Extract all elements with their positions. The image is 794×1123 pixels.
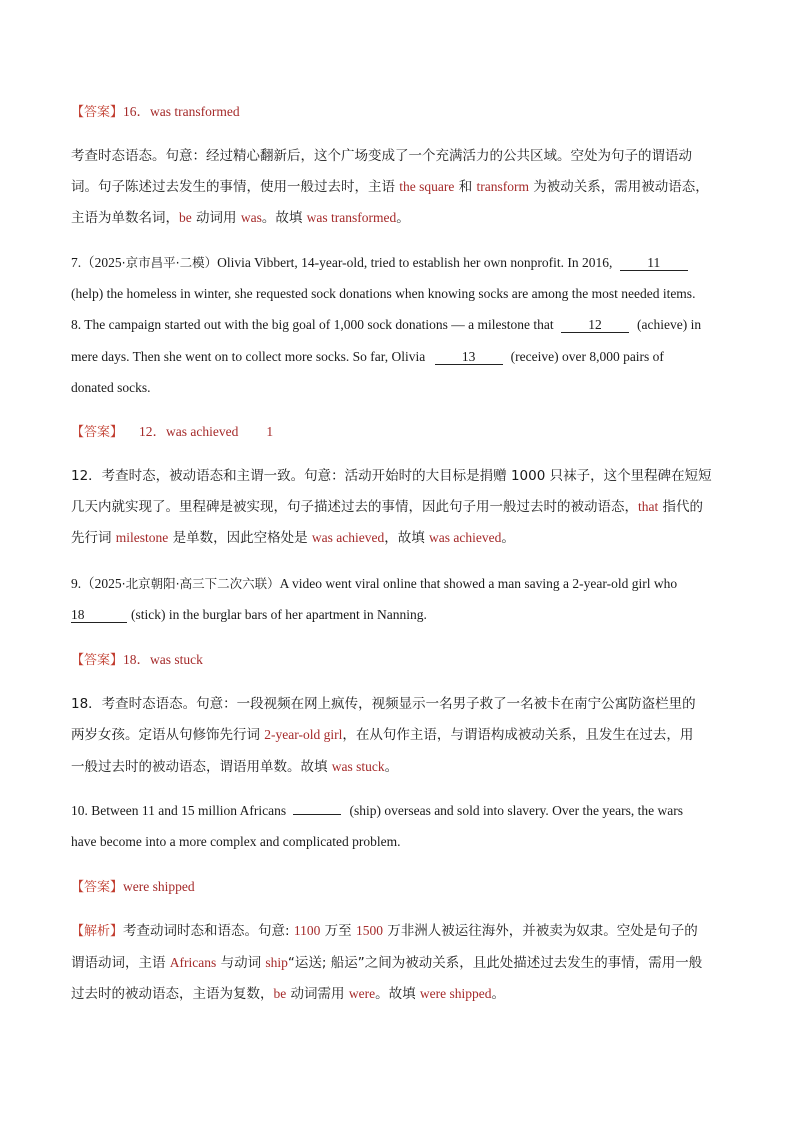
text: the square — [399, 179, 455, 194]
question-7-line-3 — [71, 316, 701, 334]
question-10-line-1 — [71, 802, 683, 820]
explanation-16-line-3 — [71, 209, 410, 227]
text: ·北京朝阳·高三下二次六联） — [121, 576, 280, 591]
text: A video went viral online that showed a man saving a 2-year-old girl who — [279, 576, 678, 591]
answer-18 — [71, 651, 203, 670]
text: 动词用 — [191, 210, 241, 226]
text: (achieve) in — [637, 317, 702, 332]
question-7-line-5: donated socks. — [71, 380, 151, 395]
text: 考查动词时态和语态。句意: — [123, 923, 294, 939]
text: 动词需用 — [286, 986, 349, 1002]
answer-tag: 【答案】 — [71, 653, 124, 668]
explanation-18-line-2 — [71, 726, 693, 744]
text: 10. Between 11 and 15 million Africans — [71, 803, 287, 818]
text: 。 — [384, 759, 399, 775]
text: 先行词 — [71, 530, 116, 546]
text: 1100 — [293, 923, 321, 938]
answer-number: 18． — [123, 652, 151, 667]
text: ，在从句作主语，与谓语构成被动关系，且发生在过去，用 — [342, 727, 694, 743]
answer-number: 12． — [139, 424, 167, 439]
explanation-10-line-3 — [71, 985, 505, 1003]
text: 万至 — [320, 923, 356, 939]
text: 。故填 — [375, 986, 420, 1002]
question-9-line-1 — [71, 575, 677, 593]
text: 2025 — [94, 576, 122, 591]
text: 为被动关系，需用被动语态， — [528, 179, 709, 195]
blank-18[interactable]: 18 — [71, 608, 127, 623]
text: 谓语动词，主语 — [71, 955, 170, 971]
text: 与动词 — [216, 955, 266, 971]
text: 和 — [454, 179, 477, 195]
text: Olivia Vibbert, 14-year-old, tried to establish her own nonprofit. In 2016, — [217, 255, 613, 270]
answer-12 — [71, 423, 273, 442]
text: were shipped — [419, 986, 492, 1001]
text: 。 — [396, 210, 410, 226]
text: “运送; 船运”之间为被动关系，且此处描述过去发生的事情，需用一般 — [287, 955, 703, 971]
analysis-tag: 【解析】 — [71, 924, 124, 939]
question-7-line-1 — [71, 254, 688, 272]
text: 词。句子陈述过去发生的事情，使用一般过去时，主语 — [71, 179, 400, 195]
answer-extra: 1 — [266, 424, 274, 439]
text: 7.（ — [71, 255, 95, 270]
text: 一般过去时的被动语态，谓语用单数。故填 — [71, 759, 332, 775]
text: (ship) overseas and sold into slavery. Over the years, the wars — [349, 803, 683, 818]
text: (receive) over 8,000 pairs of — [510, 349, 664, 364]
text: 是单数，因此空格处是 — [168, 530, 312, 546]
text: 主语为单数名词， — [71, 210, 179, 226]
text: was — [240, 210, 262, 225]
text: 两岁女孩。定语从句修饰先行词 — [71, 727, 265, 743]
answer-number: 16． — [123, 104, 151, 119]
explanation-16-line-1: 考查时态语态。句意：经过精心翻新后，这个广场变成了一个充满活力的公共区域。空处为句子的谓语动 — [71, 148, 692, 164]
text: mere days. Then she went on to collect more socks. So far, Olivia — [71, 349, 426, 364]
text: Africans — [169, 955, 217, 970]
text: ship — [265, 955, 288, 970]
text: (stick) in the burglar bars of her apartment in Nanning. — [131, 607, 427, 622]
blank-12[interactable]: 12 — [561, 318, 629, 333]
text: 9.（ — [71, 576, 95, 591]
text: was transformed — [306, 210, 397, 225]
text: transform — [476, 179, 529, 194]
text: 过去时的被动语态，主语为复数， — [71, 986, 274, 1002]
text: was achieved — [311, 530, 385, 545]
text: 指代的 — [658, 499, 704, 515]
answer-16 — [71, 103, 240, 122]
explanation-10-line-1 — [71, 922, 698, 941]
text: ·京市昌平·二模） — [121, 255, 218, 270]
explanation-18-line-3 — [71, 758, 398, 776]
question-7-line-4 — [71, 348, 664, 366]
question-10-line-2: have become into a more complex and complicated problem. — [71, 834, 401, 849]
text: were — [348, 986, 376, 1001]
explanation-12-line-1: 12．考查时态，被动语态和主谓一致。句意：活动开始时的大目标是捐赠 1000 只袜子，这个里程碑在短短 — [71, 468, 712, 484]
blank-13[interactable]: 13 — [435, 350, 503, 365]
text: 万非洲人被运往海外，并被卖为奴隶。空处是句子的 — [382, 923, 698, 939]
answer-text: was stuck — [150, 652, 203, 667]
text: be — [273, 986, 287, 1001]
text: 8. The campaign started out with the big goal of 1,000 sock donations — a milestone that — [71, 317, 554, 332]
text: 几天内就实现了。里程碑是被实现，句子描述过去的事情，因此句子用一般过去时的被动语态， — [71, 499, 638, 515]
text: 。故填 — [261, 210, 307, 226]
blank-11[interactable]: 11 — [620, 256, 688, 271]
question-9-line-2 — [71, 606, 427, 624]
answer-text: were shipped — [123, 879, 195, 894]
blank-10[interactable] — [293, 814, 341, 815]
explanation-10-line-2 — [71, 954, 702, 972]
explanation-18-line-1: 18．考查时态语态。句意：一段视频在网上疯传，视频显示一名男子救了一名被卡在南宁公寓防盗栏里的 — [71, 696, 696, 712]
answer-tag: 【答案】 — [71, 880, 124, 895]
text: milestone — [115, 530, 169, 545]
answer-text: was achieved — [166, 424, 239, 439]
text: 。 — [501, 530, 515, 546]
answer-tag: 【答案】 — [71, 105, 124, 120]
question-7-line-2: (help) the homeless in winter, she requested sock donations when knowing socks are among the most needed items. — [71, 286, 696, 301]
answer-10 — [71, 878, 195, 897]
text: was stuck — [331, 759, 385, 774]
answer-text: was transformed — [150, 104, 240, 119]
text: 1500 — [355, 923, 383, 938]
text: that — [638, 499, 659, 514]
text: 。 — [491, 986, 505, 1002]
answer-tag: 【答案】 — [71, 425, 124, 440]
explanation-12-line-3 — [71, 529, 515, 547]
text: be — [179, 210, 192, 225]
text: ，故填 — [384, 530, 430, 546]
explanation-16-line-2 — [71, 178, 709, 196]
text: was achieved — [429, 530, 502, 545]
text: 2-year-old girl — [264, 727, 343, 742]
explanation-12-line-2 — [71, 498, 703, 516]
text: 2025 — [94, 255, 122, 270]
